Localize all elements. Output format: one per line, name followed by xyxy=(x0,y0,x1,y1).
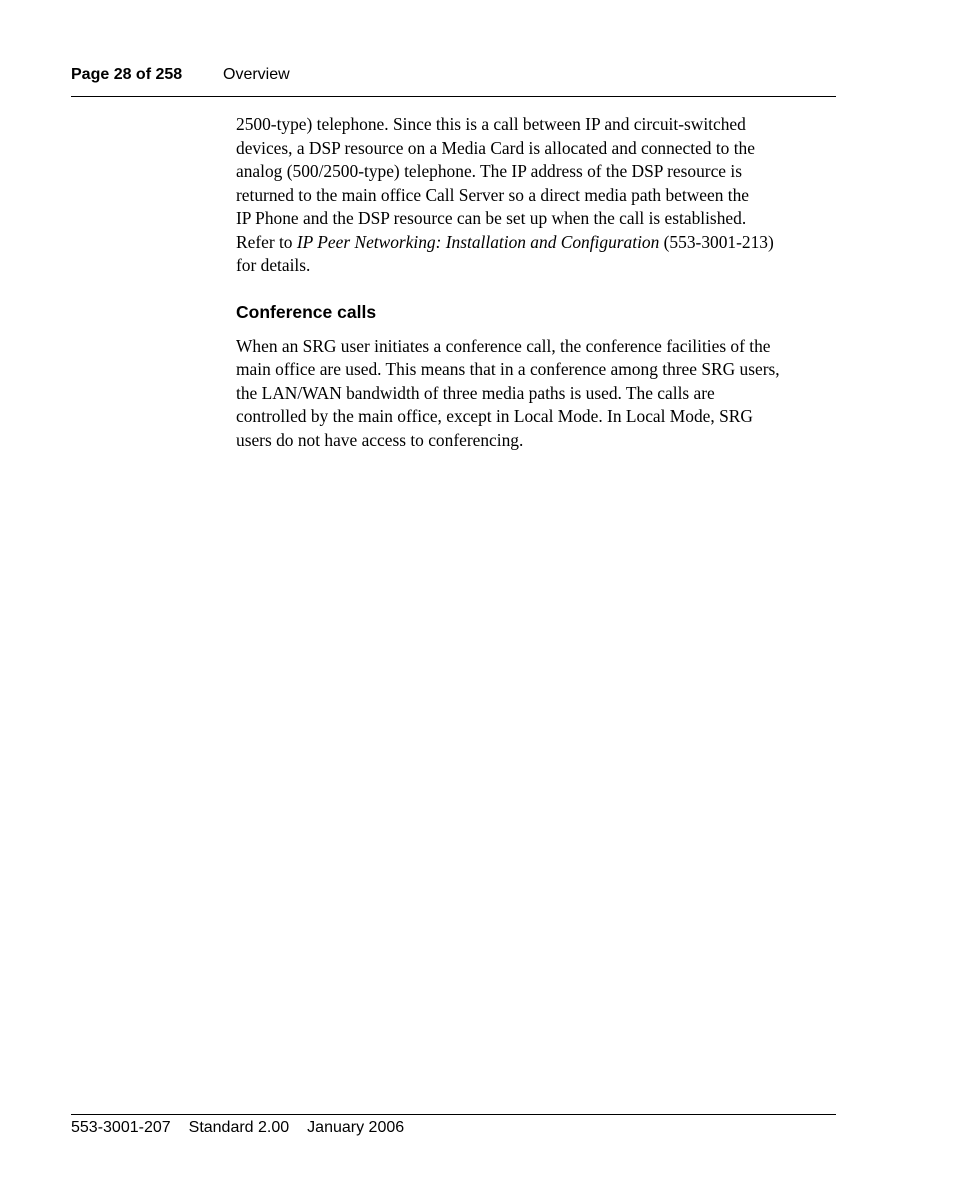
text-line: analog (500/2500-type) telephone. The IP address of the DSP resource is xyxy=(236,161,742,181)
standard-version: Standard 2.00 xyxy=(188,1119,290,1136)
reference-suffix: (553-3001-213) xyxy=(659,231,774,252)
text-line: returned to the main office Call Server so a direct media path between the xyxy=(236,184,749,205)
text-line: 2500-type) telephone. Since this is a call between IP and circuit-switched xyxy=(236,114,746,134)
page-header xyxy=(71,66,836,97)
reference-prefix: Refer to xyxy=(236,231,297,252)
page-number: Page 28 of 258 xyxy=(71,66,183,83)
publication-date: January 2006 xyxy=(307,1119,405,1136)
paragraph-dsp-resource xyxy=(236,113,836,278)
text-line: devices, a DSP resource on a Media Card is allocated and connected to the xyxy=(236,137,755,158)
text-line: controlled by the main office, except in Local Mode. In Local Mode, SRG xyxy=(236,406,753,426)
text-line: IP Phone and the DSP resource can be set up when the call is established. xyxy=(236,208,747,228)
page-footer xyxy=(71,1114,836,1137)
section-name: Overview xyxy=(223,66,290,83)
text-line: main office are used. This means that in a conference among three SRG users, xyxy=(236,359,780,379)
text-line: When an SRG user initiates a conference call, the conference facilities of the xyxy=(236,335,771,356)
reference-title: IP Peer Networking: Installation and Configuration xyxy=(296,231,660,252)
document-number: 553-3001-207 xyxy=(71,1119,171,1136)
page-content xyxy=(236,113,836,452)
text-line: the LAN/WAN bandwidth of three media paths is used. The calls are xyxy=(236,382,715,403)
text-line: for details. xyxy=(236,255,311,275)
section-heading: Conference calls xyxy=(236,301,377,322)
text-line: users do not have access to conferencing. xyxy=(236,429,524,450)
paragraph-conference-calls xyxy=(236,335,836,453)
